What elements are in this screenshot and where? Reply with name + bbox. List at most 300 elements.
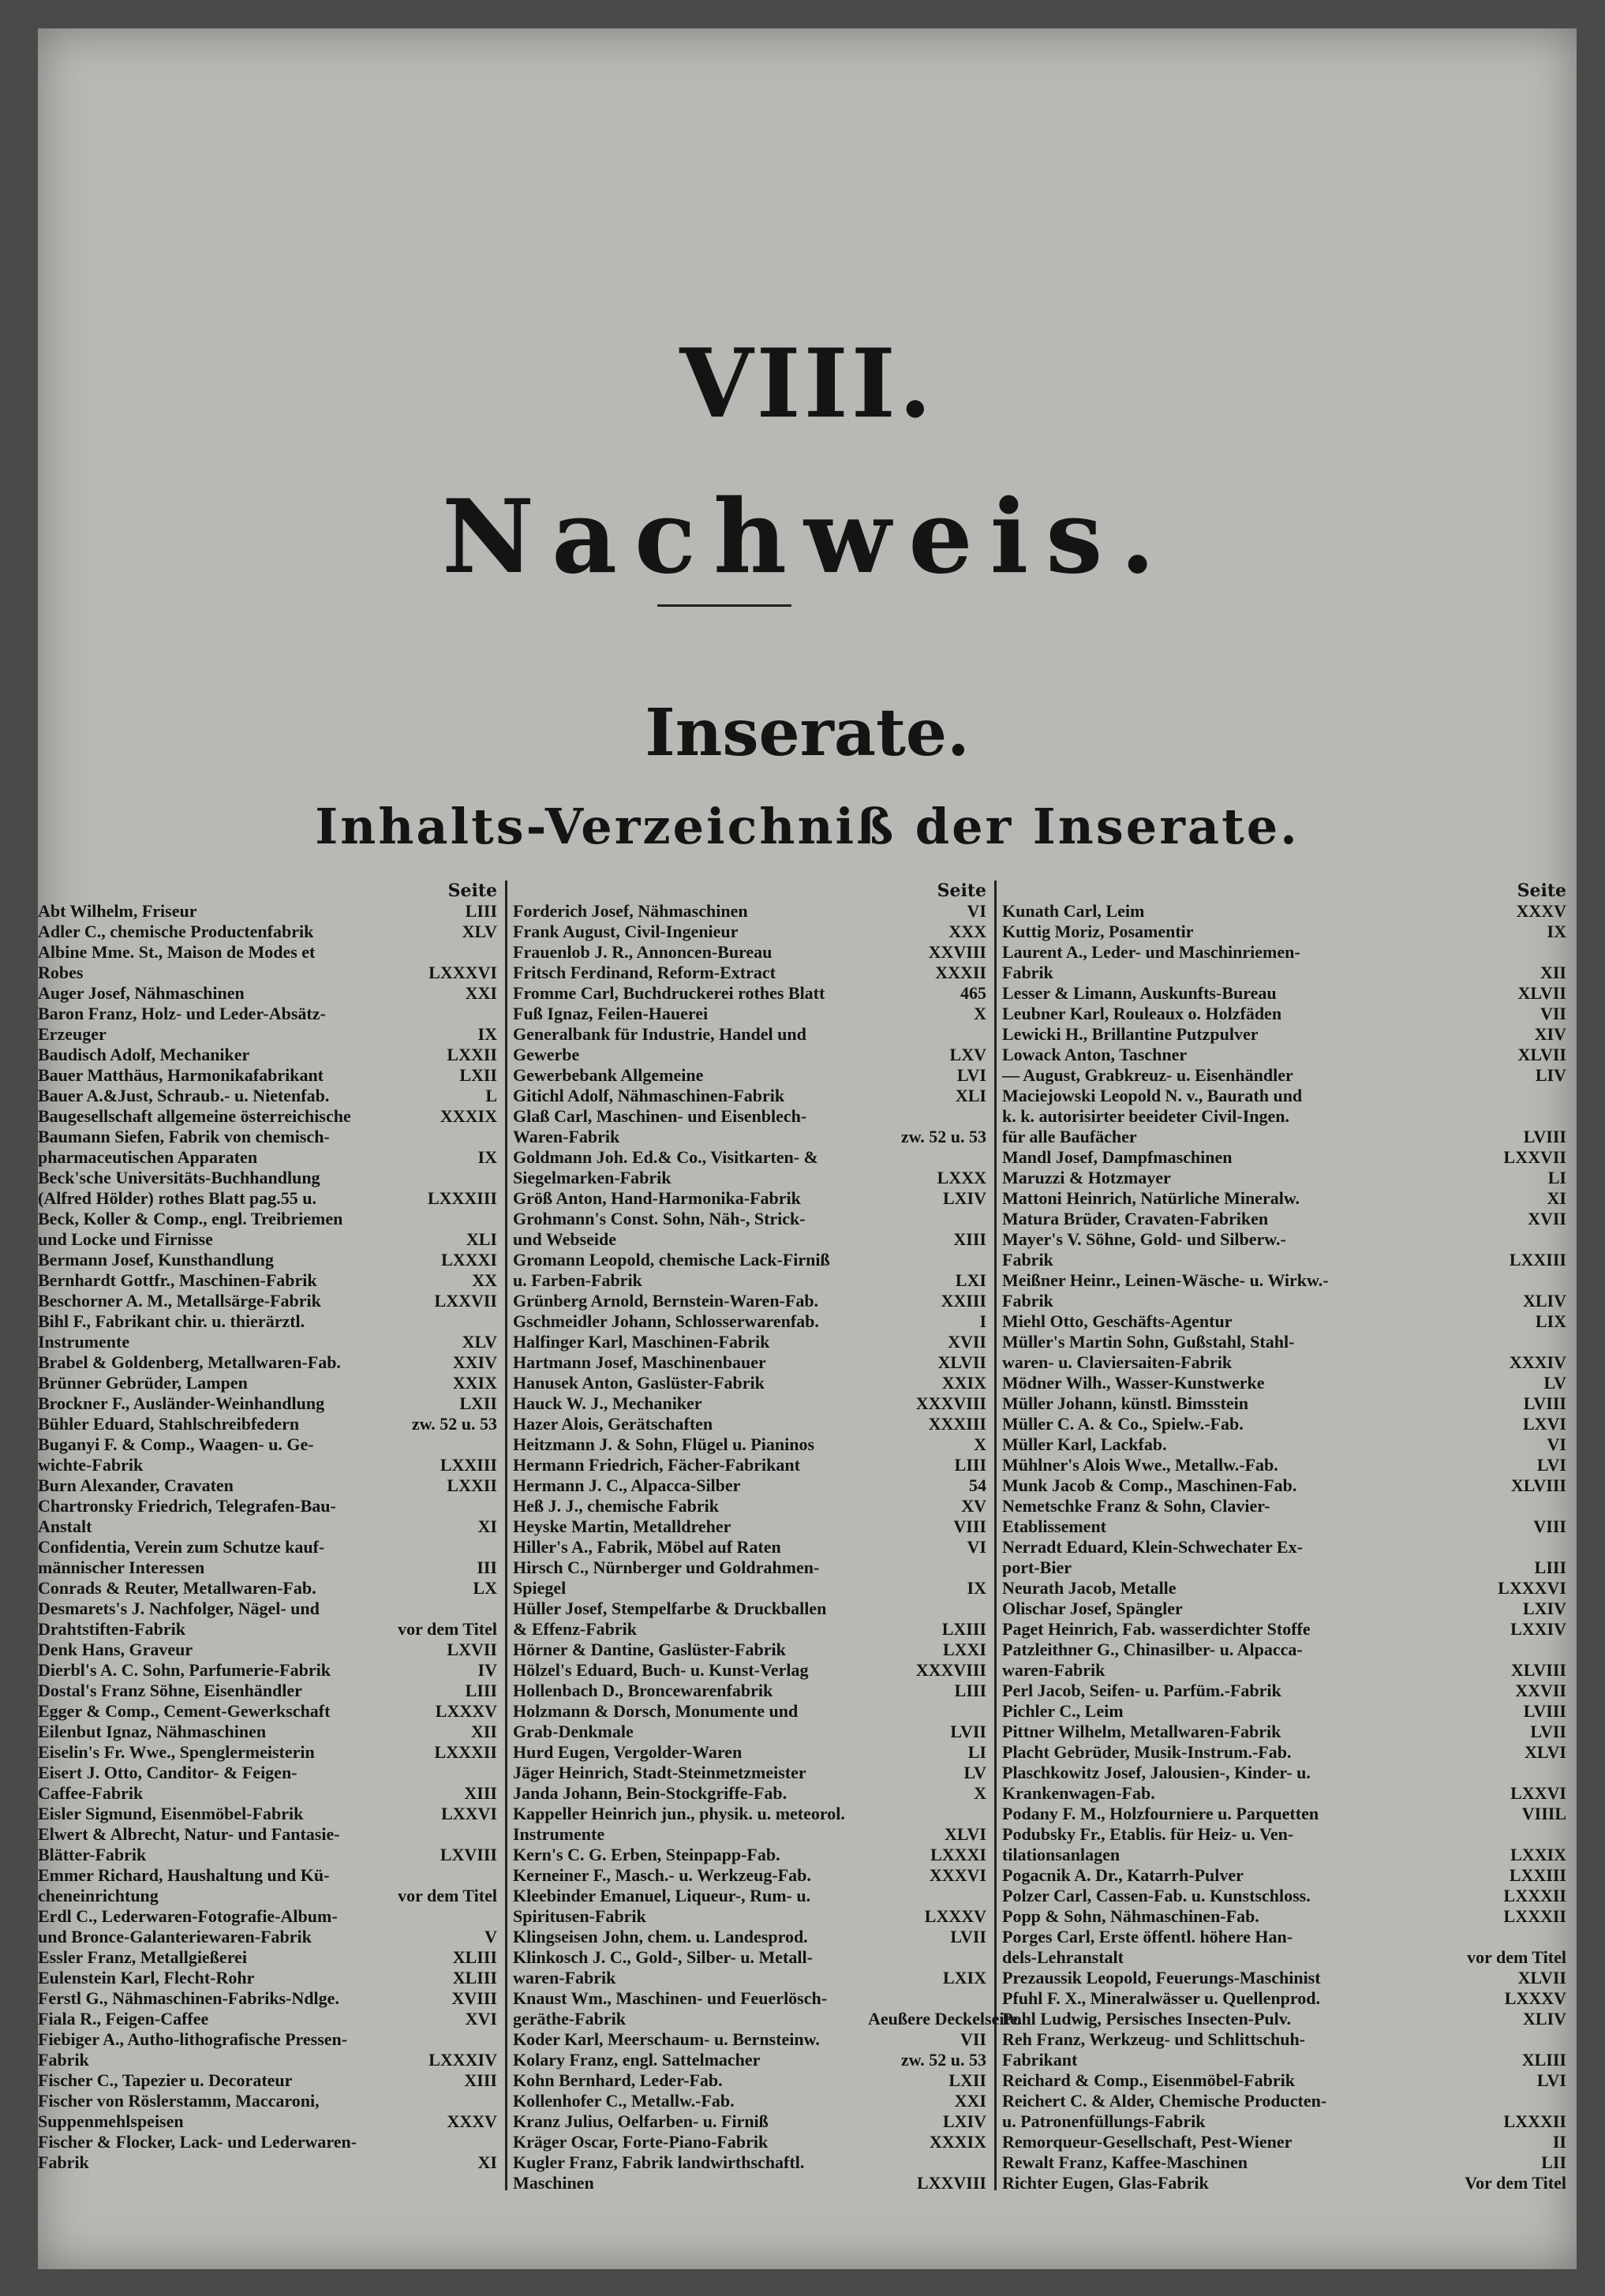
entry-page-ref: VI bbox=[1547, 1434, 1566, 1454]
index-entry bbox=[38, 1660, 497, 1681]
entry-page-ref: LXXI bbox=[942, 1640, 986, 1659]
entry-name: Mattoni Heinrich, Natürliche Mineralw. bbox=[1002, 1188, 1300, 1208]
entry-name: Klingseisen John, chem. u. Landesprod. bbox=[513, 1927, 808, 1946]
entry-name: Müller Johann, künstl. Bimsstein bbox=[1002, 1393, 1248, 1413]
entry-page-ref: XLV bbox=[462, 922, 497, 941]
index-entry bbox=[1002, 1865, 1566, 1886]
entry-name: Kern's C. G. Erben, Steinpapp-Fab. bbox=[513, 1845, 780, 1864]
index-entry bbox=[513, 983, 986, 1004]
entry-name: Fiebiger A., Autho-lithografische Pressen- bbox=[38, 2029, 348, 2049]
entry-page-ref: XLI bbox=[955, 1086, 986, 1105]
entry-page-ref: LIII bbox=[465, 1681, 497, 1700]
entry-page-ref: LXXX bbox=[937, 1168, 986, 1187]
entry-name: Hollenbach D., Broncewarenfabrik bbox=[513, 1681, 773, 1700]
entry-name: Mayer's V. Söhne, Gold- und Silberw.- bbox=[1002, 1229, 1286, 1249]
index-entry bbox=[38, 1557, 497, 1578]
entry-name: Kugler Franz, Fabrik landwirthschaftl. bbox=[513, 2152, 805, 2172]
entry-name: Fabrikant bbox=[1002, 2050, 1078, 2070]
entry-name: Kappeller Heinrich jun., physik. u. meteorol. bbox=[513, 1804, 845, 1823]
index-entry bbox=[513, 1824, 986, 1845]
entry-name: für alle Baufächer bbox=[1002, 1127, 1137, 1146]
entry-name: Frank August, Civil-Ingenieur bbox=[513, 922, 739, 941]
entry-name: Pfuhl F. X., Mineralwässer u. Quellenprod. bbox=[1002, 1988, 1320, 2008]
entry-page-ref: IV bbox=[477, 1660, 497, 1680]
entry-name: Knaust Wm., Maschinen- und Feuerlösch- bbox=[513, 1988, 828, 2008]
entry-page-ref: XLVII bbox=[1517, 1045, 1566, 1064]
entry-name: Blätter-Fabrik bbox=[38, 1845, 147, 1864]
entry-name: Porges Carl, Erste öffentl. höhere Han- bbox=[1002, 1927, 1293, 1946]
section-number: VIII. bbox=[679, 328, 935, 439]
section-subtitle: Inserate. bbox=[645, 695, 970, 771]
entry-page-ref: XXX bbox=[948, 922, 986, 941]
index-entry bbox=[513, 1865, 986, 1886]
entry-name: tilationsanlagen bbox=[1002, 1845, 1121, 1864]
entry-name: Jäger Heinrich, Stadt-Steinmetzmeister bbox=[513, 1763, 806, 1782]
entry-name: Patzleithner G., Chinasilber- u. Alpacca- bbox=[1002, 1640, 1303, 1659]
index-entry bbox=[1002, 1332, 1566, 1352]
entry-page-ref: vor dem Titel bbox=[398, 1886, 497, 1905]
entry-name: Rewalt Franz, Kaffee-Maschinen bbox=[1002, 2152, 1248, 2172]
entry-page-ref: LXIII bbox=[941, 1619, 986, 1639]
entry-page-ref: III bbox=[477, 1557, 497, 1577]
entry-page-ref: XXIII bbox=[941, 1291, 986, 1311]
entry-page-ref: LXXII bbox=[447, 1045, 497, 1064]
index-entry bbox=[513, 1557, 986, 1578]
index-entry bbox=[513, 1681, 986, 1701]
index-entry bbox=[1002, 2050, 1566, 2070]
entry-name: Egger & Comp., Cement-Gewerkschaft bbox=[38, 1701, 331, 1721]
entry-name: Gewerbebank Allgemeine bbox=[513, 1065, 704, 1085]
entry-name: Bermann Josef, Kunsthandlung bbox=[38, 1250, 274, 1270]
entry-name: Prezaussik Leopold, Feuerungs-Maschinist bbox=[1002, 1968, 1321, 1987]
entry-name: Reichert C. & Alder, Chemische Producten- bbox=[1002, 2091, 1327, 2111]
entry-page-ref: LX bbox=[473, 1578, 497, 1598]
entry-page-ref: XLVIII bbox=[1510, 1475, 1566, 1495]
entry-page-ref: XX bbox=[472, 1270, 497, 1290]
entry-page-ref: XIII bbox=[464, 1783, 497, 1803]
entry-name: Maruzzi & Hotzmayer bbox=[1002, 1168, 1171, 1187]
entry-name: Fabrik bbox=[1002, 1291, 1053, 1311]
entry-name: Grohmann's Const. Sohn, Näh-, Strick- bbox=[513, 1209, 806, 1228]
index-entry bbox=[513, 2091, 986, 2111]
entry-name: waren-Fabrik bbox=[1002, 1660, 1106, 1680]
index-entry bbox=[1002, 2111, 1566, 2132]
index-entry bbox=[1002, 1763, 1566, 1783]
entry-page-ref: LV bbox=[1543, 1373, 1566, 1393]
index-entry bbox=[1002, 1311, 1566, 1332]
entry-name: Brünner Gebrüder, Lampen bbox=[38, 1373, 248, 1393]
entry-name: Pogacnik A. Dr., Katarrh-Pulver bbox=[1002, 1865, 1244, 1885]
entry-name: Leubner Karl, Rouleaux o. Holzfäden bbox=[1002, 1004, 1282, 1023]
index-entry bbox=[1002, 1660, 1566, 1681]
entry-name: Hüller Josef, Stempelfarbe & Druckballen bbox=[513, 1599, 827, 1618]
entry-page-ref: XXXVI bbox=[929, 1865, 986, 1885]
entry-page-ref: VI bbox=[967, 1537, 986, 1557]
entry-name: Kolary Franz, engl. Sattelmacher bbox=[513, 2050, 761, 2070]
index-entry bbox=[1002, 1291, 1566, 1311]
entry-name: Hartmann Josef, Maschinenbauer bbox=[513, 1352, 766, 1372]
entry-page-ref: XLVII bbox=[1517, 1968, 1566, 1987]
entry-name: Frauenlob J. R., Annoncen-Bureau bbox=[513, 942, 773, 962]
entry-name: Burn Alexander, Cravaten bbox=[38, 1475, 234, 1495]
entry-page-ref: LXXXV bbox=[924, 1906, 986, 1926]
entry-page-ref: LXVII bbox=[447, 1640, 497, 1659]
entry-page-ref: XXXVIII bbox=[915, 1393, 986, 1413]
index-entry bbox=[38, 1270, 497, 1291]
index-entry bbox=[1002, 1557, 1566, 1578]
index-entry bbox=[38, 1393, 497, 1414]
entry-page-ref: LII bbox=[1541, 2152, 1566, 2172]
entry-name: und Webseide bbox=[513, 1229, 617, 1249]
index-entry bbox=[513, 2009, 1023, 2029]
index-entry bbox=[1002, 1906, 1566, 1927]
entry-page-ref: LIX bbox=[1535, 1311, 1566, 1331]
entry-name: Buganyi F. & Comp., Waagen- u. Ge- bbox=[38, 1434, 314, 1454]
entry-name: Beck, Koller & Comp., engl. Treibriemen bbox=[38, 1209, 343, 1228]
index-entry bbox=[513, 1475, 986, 1496]
index-column-3 bbox=[1002, 881, 1566, 2193]
entry-page-ref: LXXVII bbox=[1503, 1147, 1566, 1167]
entry-page-ref: XLIII bbox=[1521, 2050, 1566, 2070]
entry-name: Neurath Jacob, Metalle bbox=[1002, 1578, 1177, 1598]
entry-name: Denk Hans, Graveur bbox=[38, 1640, 193, 1659]
entry-page-ref: LXXII bbox=[447, 1475, 497, 1495]
entry-page-ref: XIII bbox=[464, 2070, 497, 2090]
entry-page-ref: LXXIII bbox=[1509, 1865, 1566, 1885]
entry-name: Auger Josef, Nähmaschinen bbox=[38, 983, 245, 1003]
entry-name: Confidentia, Verein zum Schutze kauf- bbox=[38, 1537, 325, 1557]
index-entry bbox=[1002, 1045, 1566, 1065]
entry-name: Bauer Matthäus, Harmonikafabrikant bbox=[38, 1065, 324, 1085]
entry-page-ref: LXXVI bbox=[441, 1804, 497, 1823]
index-entry bbox=[38, 1578, 497, 1599]
entry-page-ref: LXIV bbox=[942, 2111, 986, 2131]
index-entry bbox=[38, 963, 497, 983]
entry-name: Mühlner's Alois Wwe., Metallw.-Fab. bbox=[1002, 1455, 1278, 1475]
index-entry bbox=[513, 1414, 986, 1434]
entry-page-ref: Aeußere Deckelseite. bbox=[868, 2009, 1023, 2029]
index-entry bbox=[1002, 1845, 1566, 1865]
entry-name: männischer Interessen bbox=[38, 1557, 205, 1577]
index-entry bbox=[38, 1886, 497, 1906]
index-entry bbox=[1002, 2152, 1566, 2173]
entry-name: Siegelmarken-Fabrik bbox=[513, 1168, 672, 1187]
index-entry bbox=[38, 1496, 497, 1516]
entry-name: Dierbl's A. C. Sohn, Parfumerie-Fabrik bbox=[38, 1660, 331, 1680]
entry-name: Koder Karl, Meerschaum- u. Bernsteinw. bbox=[513, 2029, 820, 2049]
entry-page-ref: L bbox=[485, 1086, 497, 1105]
entry-name: dels-Lehranstalt bbox=[1002, 1947, 1124, 1967]
entry-name: pharmaceutischen Apparaten bbox=[38, 1147, 258, 1167]
column-divider bbox=[505, 881, 507, 2190]
index-entry bbox=[38, 1106, 497, 1127]
index-entry bbox=[513, 1660, 986, 1681]
entry-name: Fromme Carl, Buchdruckerei rothes Blatt bbox=[513, 983, 825, 1003]
entry-name: Glaß Carl, Maschinen- und Eisenblech- bbox=[513, 1106, 807, 1126]
index-entry bbox=[513, 1229, 986, 1250]
index-entry bbox=[513, 2173, 986, 2193]
entry-name: Hurd Eugen, Vergolder-Waren bbox=[513, 1742, 743, 1762]
entry-page-ref: XXXV bbox=[447, 2111, 497, 2131]
entry-page-ref: XLVII bbox=[1517, 983, 1566, 1003]
entry-name: (Alfred Hölder) rothes Blatt pag.55 u. bbox=[38, 1188, 316, 1208]
entry-page-ref: XXIX bbox=[452, 1373, 497, 1393]
entry-name: Fabrik bbox=[1002, 1250, 1053, 1270]
entry-page-ref: LXXIV bbox=[1510, 1619, 1566, 1639]
entry-page-ref: XI bbox=[1547, 1188, 1566, 1208]
index-entry bbox=[38, 1434, 497, 1455]
entry-name: Goldmann Joh. Ed.& Co., Visitkarten- & bbox=[513, 1147, 818, 1167]
entry-page-ref: LXXIX bbox=[1510, 1845, 1566, 1864]
entry-page-ref: LXVI bbox=[1522, 1414, 1566, 1434]
entry-name: Müller Karl, Lackfab. bbox=[1002, 1434, 1167, 1454]
entry-name: port-Bier bbox=[1002, 1557, 1072, 1577]
entry-name: Kranz Julius, Oelfarben- u. Firniß bbox=[513, 2111, 769, 2131]
index-entry bbox=[1002, 942, 1566, 963]
index-entry bbox=[513, 1373, 986, 1393]
entry-name: Popp & Sohn, Nähmaschinen-Fab. bbox=[1002, 1906, 1259, 1926]
index-entry bbox=[1002, 1209, 1566, 1229]
index-entry bbox=[38, 1188, 497, 1209]
entry-name: Hauck W. J., Mechaniker bbox=[513, 1393, 702, 1413]
index-entry bbox=[513, 1927, 986, 1947]
entry-name: Nerradt Eduard, Klein-Schwechater Ex- bbox=[1002, 1537, 1303, 1557]
entry-page-ref: XXIV bbox=[452, 1352, 497, 1372]
index-entry bbox=[513, 1024, 986, 1045]
entry-page-ref: VII bbox=[960, 2029, 986, 2049]
index-entry bbox=[38, 2111, 497, 2132]
index-entry bbox=[38, 1004, 497, 1024]
entry-name: Bühler Eduard, Stahlschreibfedern bbox=[38, 1414, 300, 1434]
entry-page-ref: XII bbox=[1540, 963, 1566, 982]
entry-name: cheneinrichtung bbox=[38, 1886, 159, 1905]
entry-name: und Locke und Firnisse bbox=[38, 1229, 213, 1249]
entry-page-ref: LXV bbox=[949, 1045, 986, 1064]
entry-page-ref: LXIV bbox=[1522, 1599, 1566, 1618]
entry-name: u. Farben-Fabrik bbox=[513, 1270, 642, 1290]
index-entry bbox=[38, 1209, 497, 1229]
entry-page-ref: LXII bbox=[948, 2070, 986, 2090]
entry-name: Lesser & Limann, Auskunfts-Bureau bbox=[1002, 983, 1277, 1003]
index-entry bbox=[513, 1845, 986, 1865]
entry-name: Hanusek Anton, Gaslüster-Fabrik bbox=[513, 1373, 765, 1393]
index-entry bbox=[513, 1434, 986, 1455]
entry-name: Eulenstein Karl, Flecht-Rohr bbox=[38, 1968, 255, 1987]
entry-page-ref: XVIII bbox=[451, 1988, 497, 2008]
index-entry bbox=[38, 1640, 497, 1660]
entry-page-ref: zw. 52 u. 53 bbox=[411, 1414, 497, 1434]
index-entry bbox=[513, 1106, 986, 1127]
index-entry bbox=[513, 1127, 986, 1147]
entry-page-ref: XLVI bbox=[1525, 1742, 1566, 1762]
entry-page-ref: LXXVIII bbox=[916, 2173, 986, 2193]
entry-page-ref: XLIV bbox=[1522, 1291, 1566, 1311]
index-entry bbox=[38, 1045, 497, 1065]
entry-name: Fabrik bbox=[38, 2050, 89, 2070]
index-entry bbox=[1002, 1701, 1566, 1722]
entry-page-ref: XXIX bbox=[941, 1373, 986, 1393]
entry-page-ref: LVI bbox=[1536, 2070, 1566, 2090]
entry-name: Beck'sche Universitäts-Buchhandlung bbox=[38, 1168, 320, 1187]
index-entry bbox=[1002, 1106, 1566, 1127]
index-entry bbox=[513, 1906, 986, 1927]
index-entry bbox=[1002, 901, 1566, 922]
index-entry bbox=[38, 1599, 497, 1619]
entry-page-ref: LVIII bbox=[1523, 1701, 1566, 1721]
index-entry bbox=[1002, 1270, 1566, 1291]
entry-name: waren-Fabrik bbox=[513, 1968, 616, 1987]
entry-name: Robes bbox=[38, 963, 84, 982]
entry-name: Perl Jacob, Seifen- u. Parfüm.-Fabrik bbox=[1002, 1681, 1281, 1700]
entry-page-ref: LXXVII bbox=[434, 1291, 497, 1311]
entry-page-ref: XXVIII bbox=[928, 942, 986, 962]
entry-name: Meißner Heinr., Leinen-Wäsche- u. Wirkw.- bbox=[1002, 1270, 1329, 1290]
entry-page-ref: XXVII bbox=[1515, 1681, 1566, 1700]
index-entry bbox=[38, 2091, 497, 2111]
index-entry bbox=[1002, 1681, 1566, 1701]
index-entry bbox=[513, 1516, 986, 1537]
entry-page-ref: 54 bbox=[969, 1475, 986, 1495]
index-entry bbox=[513, 1578, 986, 1599]
index-entry bbox=[1002, 1824, 1566, 1845]
entry-page-ref: XLIII bbox=[452, 1968, 497, 1987]
index-entry bbox=[1002, 1722, 1566, 1742]
entry-name: Kunath Carl, Leim bbox=[1002, 901, 1145, 921]
entry-page-ref: LXXXII bbox=[434, 1742, 497, 1762]
entry-page-ref: X bbox=[974, 1004, 986, 1023]
entry-name: Kuttig Moriz, Posamentir bbox=[1002, 922, 1194, 941]
index-entry bbox=[38, 2152, 497, 2173]
entry-name: Instrumente bbox=[38, 1332, 130, 1352]
index-entry bbox=[1002, 2173, 1566, 2193]
index-entry bbox=[1002, 1968, 1566, 1988]
entry-name: Eilenbut Ignaz, Nähmaschinen bbox=[38, 1722, 267, 1741]
index-entry bbox=[513, 1701, 986, 1722]
entry-page-ref: I bbox=[979, 1311, 986, 1331]
entry-page-ref: LXXXIV bbox=[428, 2050, 497, 2070]
entry-name: Laurent A., Leder- und Maschinriemen- bbox=[1002, 942, 1300, 962]
entry-page-ref: LVI bbox=[1536, 1455, 1566, 1475]
index-entry bbox=[513, 1270, 986, 1291]
entry-name: Essler Franz, Metallgießerei bbox=[38, 1947, 247, 1967]
entry-name: Größ Anton, Hand-Harmonika-Fabrik bbox=[513, 1188, 801, 1208]
page-title: Nachweis. bbox=[442, 478, 1173, 596]
entry-page-ref: LXXXII bbox=[1503, 1886, 1566, 1905]
index-column-1 bbox=[38, 881, 497, 2190]
entry-page-ref: LXI bbox=[955, 1270, 986, 1290]
entry-name: Reh Franz, Werkzeug- und Schlittschuh- bbox=[1002, 2029, 1306, 2049]
index-entry bbox=[513, 2070, 986, 2091]
entry-page-ref: LXIX bbox=[942, 1968, 986, 1987]
entry-name: Podany F. M., Holzfourniere u. Parquetten bbox=[1002, 1804, 1319, 1823]
entry-page-ref: XXI bbox=[465, 983, 497, 1003]
entry-name: Ferstl G., Nähmaschinen-Fabriks-Ndlge. bbox=[38, 1988, 339, 2008]
entry-page-ref: LXII bbox=[459, 1393, 497, 1413]
index-entry bbox=[1002, 1147, 1566, 1168]
entry-name: Bernhardt Gottfr., Maschinen-Fabrik bbox=[38, 1270, 317, 1290]
entry-name: Bauer A.&Just, Schraub.- u. Nietenfab. bbox=[38, 1086, 330, 1105]
index-entry bbox=[513, 1886, 986, 1906]
index-column-2 bbox=[513, 881, 1023, 2193]
entry-name: Hörner & Dantine, Gaslüster-Fabrik bbox=[513, 1640, 786, 1659]
entry-name: Pohl Ludwig, Persisches Insecten-Pulv. bbox=[1002, 2009, 1292, 2029]
entry-name: Lowack Anton, Taschner bbox=[1002, 1045, 1188, 1064]
entry-name: Fabrik bbox=[38, 2152, 89, 2172]
entry-page-ref: II bbox=[1552, 2132, 1566, 2152]
seite-label: Seite bbox=[937, 881, 986, 901]
entry-name: Mandl Josef, Dampfmaschinen bbox=[1002, 1147, 1233, 1167]
index-entry bbox=[1002, 2009, 1566, 2029]
index-entry bbox=[1002, 1619, 1566, 1640]
entry-name: Fritsch Ferdinand, Reform-Extract bbox=[513, 963, 776, 982]
index-entry bbox=[38, 1475, 497, 1496]
entry-name: Placht Gebrüder, Musik-Instrum.-Fab. bbox=[1002, 1742, 1292, 1762]
seite-label: Seite bbox=[1517, 881, 1566, 901]
entry-page-ref: LXXXII bbox=[1503, 1906, 1566, 1926]
index-entry bbox=[1002, 1783, 1566, 1804]
index-entry bbox=[513, 2111, 986, 2132]
index-entry bbox=[38, 1988, 497, 2009]
entry-page-ref: XXI bbox=[954, 2091, 986, 2111]
index-entry bbox=[513, 922, 986, 942]
entry-page-ref: LXII bbox=[459, 1065, 497, 1085]
index-entry bbox=[38, 1537, 497, 1557]
entry-page-ref: VIII bbox=[953, 1516, 986, 1536]
entry-name: Baumann Siefen, Fabrik von chemisch- bbox=[38, 1127, 330, 1146]
entry-name: Heß J. J., chemische Fabrik bbox=[513, 1496, 719, 1516]
index-entry bbox=[38, 1332, 497, 1352]
entry-name: Gitichl Adolf, Nähmaschinen-Fabrik bbox=[513, 1086, 785, 1105]
entry-page-ref: XLIV bbox=[1522, 2009, 1566, 2029]
entry-name: Spiegel bbox=[513, 1578, 567, 1598]
entry-page-ref: LXXXV bbox=[1504, 1988, 1566, 2008]
index-entry bbox=[1002, 1188, 1566, 1209]
entry-page-ref: LVII bbox=[950, 1722, 986, 1741]
index-entry bbox=[38, 901, 497, 922]
entry-page-ref: XVI bbox=[465, 2009, 497, 2029]
index-entry bbox=[513, 1968, 986, 1988]
seite-label: Seite bbox=[447, 881, 497, 901]
index-entry bbox=[1002, 1599, 1566, 1619]
title-divider bbox=[657, 604, 791, 607]
entry-page-ref: LXXIII bbox=[1509, 1250, 1566, 1270]
index-entry bbox=[38, 1865, 497, 1886]
index-entry bbox=[513, 1291, 986, 1311]
entry-page-ref: zw. 52 u. 53 bbox=[900, 2050, 986, 2070]
entry-name: Reichard & Comp., Eisenmöbel-Fabrik bbox=[1002, 2070, 1295, 2090]
index-entry bbox=[513, 1045, 986, 1065]
index-entry bbox=[513, 1004, 986, 1024]
entry-page-ref: IX bbox=[967, 1578, 986, 1598]
index-entry bbox=[1002, 2070, 1566, 2091]
entry-page-ref: LIII bbox=[954, 1681, 986, 1700]
entry-page-ref: IX bbox=[477, 1147, 497, 1167]
entry-page-ref: LIII bbox=[954, 1455, 986, 1475]
index-entry bbox=[513, 1742, 986, 1763]
entry-name: Generalbank für Industrie, Handel und bbox=[513, 1024, 806, 1044]
entry-page-ref: LXXXV bbox=[435, 1701, 497, 1721]
index-entry bbox=[513, 1311, 986, 1332]
entry-name: Müller C. A. & Co., Spielw.-Fab. bbox=[1002, 1414, 1244, 1434]
entry-name: Eiselin's Fr. Wwe., Spenglermeisterin bbox=[38, 1742, 315, 1762]
index-entry bbox=[513, 1496, 986, 1516]
index-entry bbox=[38, 1927, 497, 1947]
entry-name: Fuß Ignaz, Feilen-Hauerei bbox=[513, 1004, 709, 1023]
entry-name: Bihl F., Fabrikant chir. u. thierärztl. bbox=[38, 1311, 305, 1331]
index-entry bbox=[38, 1516, 497, 1537]
index-entry bbox=[1002, 963, 1566, 983]
entry-name: Eisler Sigmund, Eisenmöbel-Fabrik bbox=[38, 1804, 304, 1823]
